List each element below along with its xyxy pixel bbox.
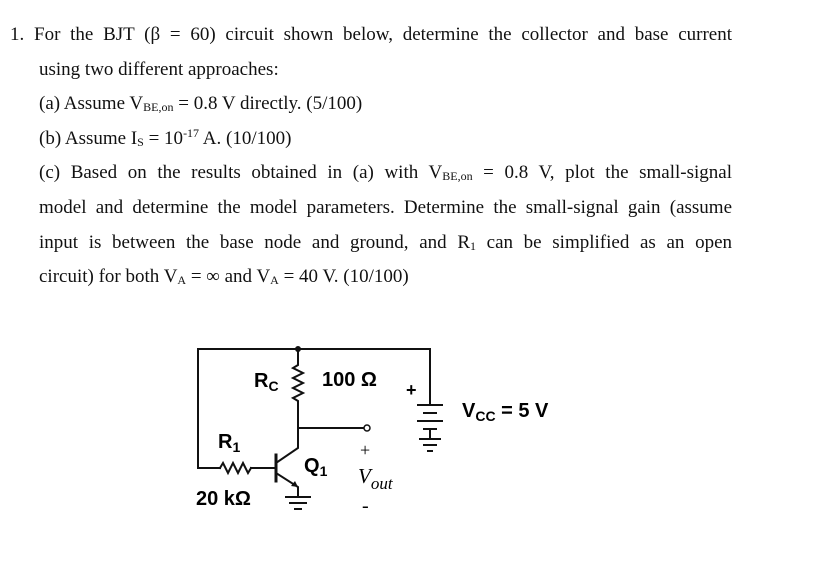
part-c-line1: (c) Based on the results obtained in (a) with $V_{BE,on} = 0.8$ V, plot the small-signal: [39, 162, 732, 184]
problem-intro-line2: using two different approaches:: [39, 58, 279, 80]
vcc-battery-icon: [418, 363, 442, 451]
r1-value: 20 kΩ: [196, 488, 251, 510]
part-c-line3: input is between the base node and ground, and $R_1$ can be simplified as an open: [39, 231, 732, 253]
emitter-ground-icon: [286, 497, 310, 509]
part-c-line4: circuit) for both $V_A$ = ∞ and $V_A = 40$ V. (10/100): [39, 266, 409, 288]
q1-label: $Q_1$: [304, 455, 328, 479]
rc-resistor: [293, 349, 303, 428]
vout-plus: +: [360, 440, 371, 460]
part-a: (a) Assume $V_{BE,on} = 0.8$ V directly. (5/100): [39, 93, 363, 115]
vcc-plus: +: [406, 380, 417, 400]
top-rail-wire: [198, 349, 430, 363]
part-c-line2: model and determine the model parameters. Determine the small-signal gain (assume: [39, 196, 732, 218]
problem-intro-line1: 1. For the BJT (β = 60) circuit shown below, determine the collector and base current: [10, 24, 733, 45]
rc-value: 100 Ω: [322, 369, 377, 391]
problem-number: 1.: [10, 24, 25, 45]
rc-label: $R_C$: [254, 370, 279, 394]
node-dot-top: [295, 346, 301, 352]
vout-label: $V_{out}$: [358, 464, 393, 493]
left-wire: [198, 349, 220, 468]
vout-minus: -: [362, 495, 369, 517]
r1-resistor: [220, 463, 251, 473]
part-b: (b) Assume $I_S = 10^{-17}$ A. (10/100): [39, 125, 292, 149]
r1-label: $R_1$: [218, 431, 241, 455]
q1-collector-lead: [276, 428, 298, 463]
problem-text: [10, 18, 732, 295]
vcc-label: $V_{CC} = 5$ V: [462, 400, 549, 424]
bjt-circuit-diagram: [180, 335, 580, 535]
vout-terminal-icon: [364, 425, 370, 431]
